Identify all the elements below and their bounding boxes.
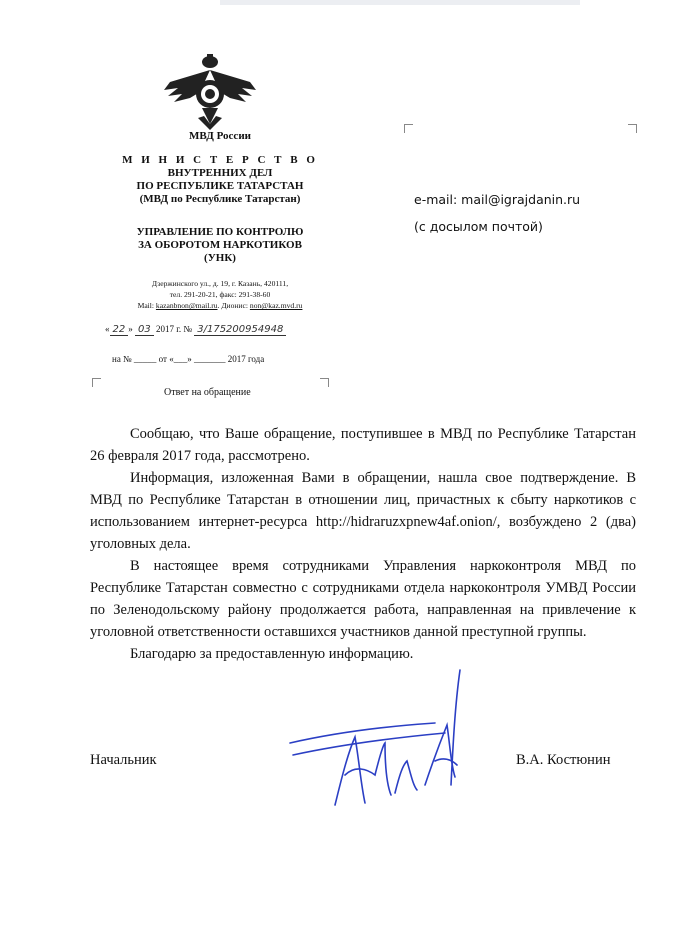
mail-label: Mail: — [137, 301, 155, 310]
handwritten-signature — [285, 665, 485, 815]
subject-corner-mark — [92, 378, 101, 387]
ministry-line: ВНУТРЕННИХ ДЕЛ — [167, 167, 273, 179]
subject-line: Ответ на обращение — [164, 387, 251, 398]
ministry-line: (МВД по Республике Татарстан) — [139, 193, 301, 205]
outgoing-date-number — [105, 324, 286, 336]
body-paragraph: Сообщаю, что Ваше обращение, поступившее в МВД по Республике Татарстан 26 февраля 2017 года, рассмотрено. — [90, 426, 636, 464]
address-line: Дзержинского ул., д. 19, г. Казань, 420111, — [151, 279, 289, 288]
subject-corner-mark — [320, 378, 329, 387]
close-quote: » — [128, 324, 133, 334]
mail-link[interactable]: kazanbnon@mail.ru — [155, 301, 218, 310]
outgoing-number: 3/175200954948 — [194, 324, 286, 336]
department-line: УПРАВЛЕНИЕ ПО КОНТРОЛЮ — [136, 226, 304, 238]
department-line: (УНК) — [204, 252, 236, 264]
ministry-line: М И Н И С Т Е Р С Т В О — [122, 154, 318, 166]
open-quote: « — [105, 324, 110, 334]
department-address — [60, 278, 380, 311]
ministry-line: ПО РЕСПУБЛИКЕ ТАТАРСТАН — [136, 180, 304, 192]
recipient-block — [414, 186, 580, 240]
outgoing-day: 22 — [110, 324, 129, 336]
recipient-delivery-note: (с досылом почтой) — [414, 219, 543, 234]
signer-name: В.А. Костюнин — [516, 752, 611, 768]
body-paragraph: Благодарю за предоставленную информацию. — [130, 646, 414, 662]
letter-body — [90, 423, 636, 665]
contacts-line — [60, 300, 380, 311]
signer-title: Начальник — [90, 752, 157, 768]
reference-line: на № _____ от «___» _______ 2017 года — [112, 354, 265, 364]
department-line: ЗА ОБОРОТОМ НАРКОТИКОВ — [138, 239, 302, 251]
recipient-corner-mark — [628, 124, 637, 133]
body-paragraph: В настоящее время сотрудниками Управления наркоконтроля МВД по Республике Татарстан совместно с сотрудниками отдела наркоконтроля УМВД России по Зеленодольскому району продолжается работа, направленная на привлечение к уголовной ответственности оставшихся участников данной преступной группы. — [90, 558, 636, 640]
recipient-email: e-mail: mail@igrajdanin.ru — [414, 192, 581, 207]
outgoing-year: 2017 г. № — [155, 324, 192, 334]
ministry-name — [60, 154, 380, 206]
phone-line: тел. 291-20-21, факс: 291-38-60 — [169, 290, 271, 299]
double-headed-eagle-emblem-icon — [160, 52, 260, 132]
department-name — [60, 226, 380, 265]
dionis-label: . Дионис: — [217, 301, 248, 310]
body-paragraph: Информация, изложенная Вами в обращении, нашла свое подтверждение. В МВД по Республике Татарстан в отношении лиц, причастных к сбыту наркотиков с использованием интернет-ресурса http://hidraruzxpnew4af.onion/, возбуждено 2 (два) уголовных дела. — [90, 470, 636, 552]
outgoing-month: 03 — [135, 324, 154, 336]
dionis-link[interactable]: non@kaz.mvd.ru — [249, 301, 303, 310]
agency-short-name: МВД России — [188, 130, 251, 142]
recipient-corner-mark — [404, 124, 413, 133]
scan-artifact — [220, 0, 580, 5]
